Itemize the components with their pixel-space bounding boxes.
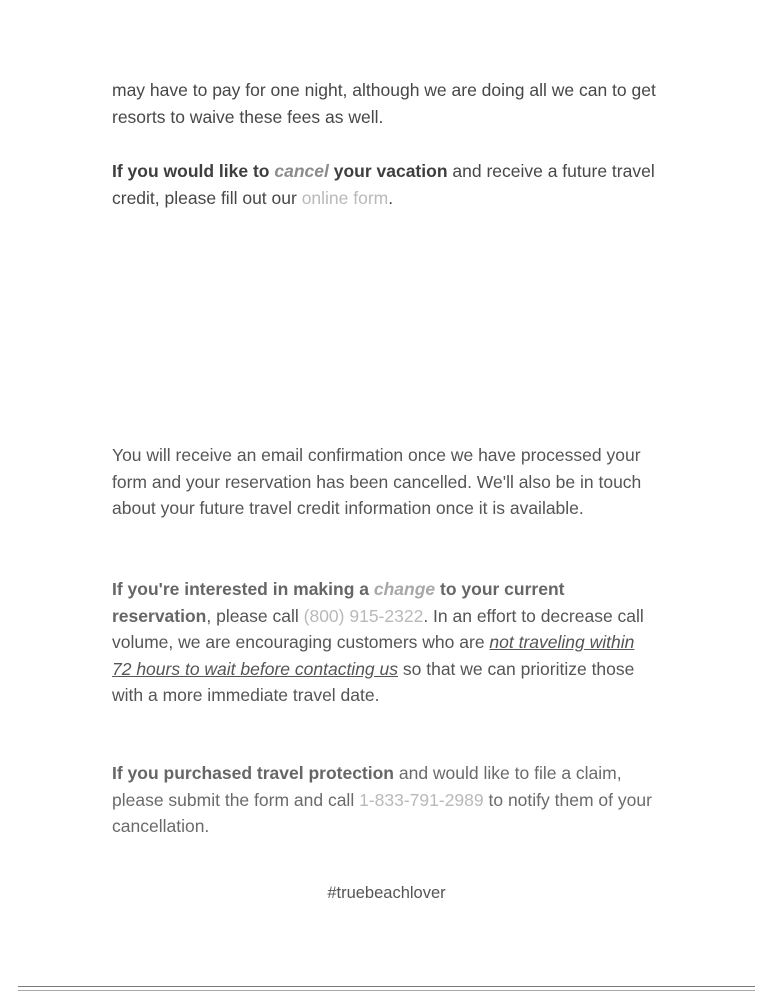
travel-window-notice: not traveling within 72 hours to wait before contacting us: [112, 632, 635, 679]
protection-heading: If you purchased travel protection: [112, 763, 394, 783]
change-tail: so that we can prioritize those with a more immediate travel date.: [112, 658, 635, 705]
cancel-heading-start: If you would like to: [112, 161, 275, 181]
cancel-text: and receive a future travel credit, please fill out our: [112, 161, 655, 208]
change-phone-link[interactable]: (800) 915-2322: [303, 605, 424, 626]
online-form-link[interactable]: online form: [301, 187, 389, 208]
protection-text: and would like to file a claim, please submit the form and call: [112, 763, 622, 810]
fees-text: may have to pay for one night, although we are doing all we can to get resorts to waive these fees as well.: [112, 80, 656, 127]
confirmation-text: You will receive an email confirmation once we have processed your form and your reservation has been cancelled. We'll also be in touch about your future travel credit information once it is available.: [112, 445, 642, 518]
paragraph-fees: [112, 77, 657, 130]
cancel-heading-end: your vacation: [328, 161, 448, 181]
bottom-divider: [18, 986, 755, 987]
protection-phone-link[interactable]: 1-833-791-2989: [359, 789, 484, 810]
bottom-divider-secondary: [18, 990, 755, 991]
paragraph-change: [112, 576, 657, 709]
paragraph-protection: [112, 760, 657, 840]
paragraph-confirmation: [112, 442, 657, 522]
paragraph-cancel: [112, 158, 657, 211]
hashtag-footer: #truebeachlover: [327, 884, 446, 902]
change-heading-start: If you're interested in making a: [112, 579, 374, 599]
change-text-after-phone: . In an effort to decrease call volume, we are encouraging customers who are: [112, 605, 644, 652]
change-text: , please call: [206, 605, 304, 626]
cancel-emphasis: cancel: [274, 161, 329, 181]
change-heading-end: to your current reservation: [112, 579, 565, 626]
change-emphasis: change: [373, 579, 436, 599]
cancel-tail: .: [388, 187, 394, 208]
protection-tail: to notify them of your cancellation.: [112, 789, 652, 836]
